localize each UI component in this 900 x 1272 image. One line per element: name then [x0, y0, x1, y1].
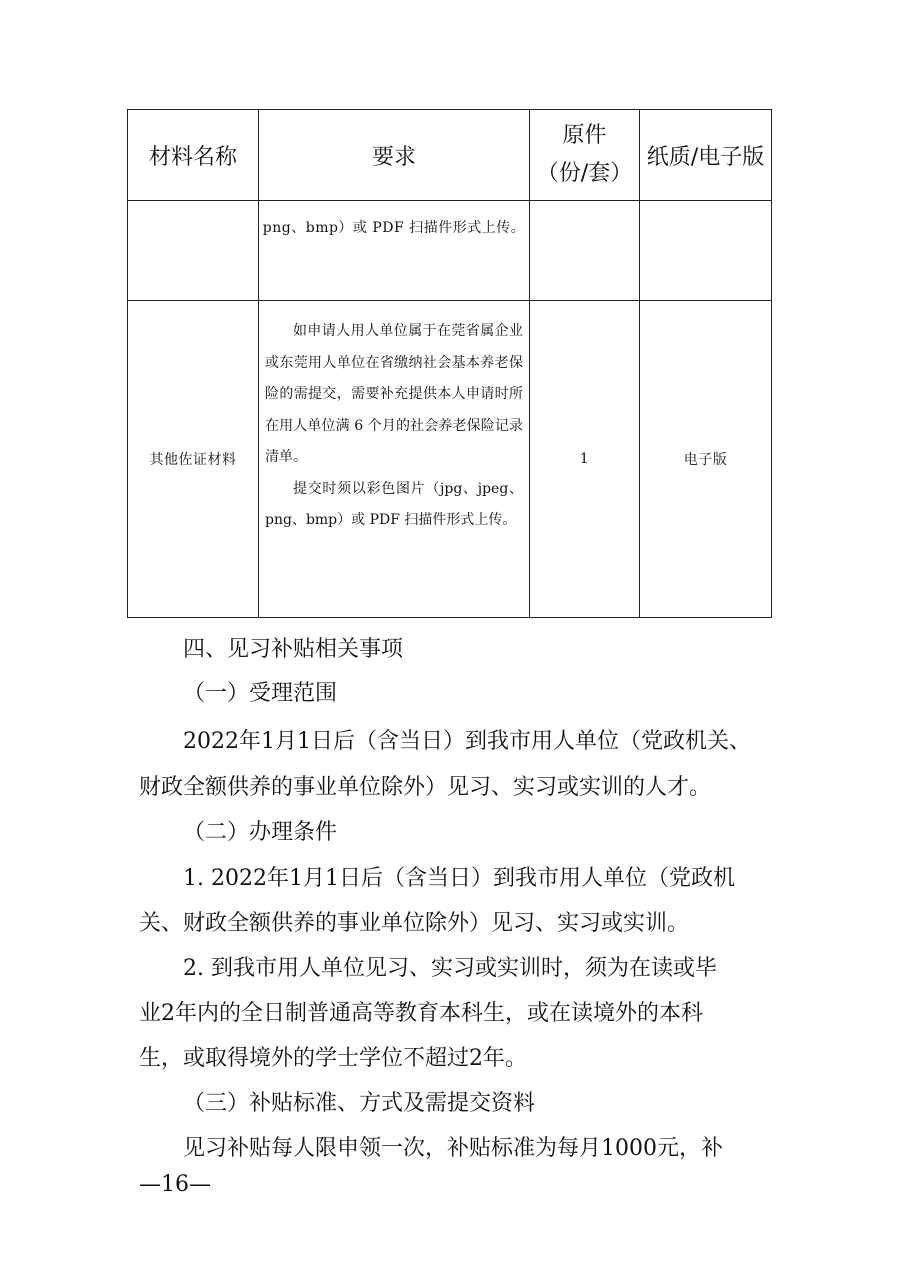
table-header-row	[128, 110, 771, 201]
paragraph-3-line-3: 生，或取得境外的学士学位不超过2年。	[139, 1046, 527, 1071]
header-requirement: 要求	[259, 110, 530, 200]
requirement-para-2: 提交时须以彩色图片（jpg、jpeg、png、bmp）或 PDF 扫描件形式上传。	[265, 480, 523, 528]
header-format: 纸质/电子版	[646, 144, 765, 170]
cell-count-empty	[530, 201, 640, 300]
header-material-name: 材料名称	[128, 110, 259, 200]
cell-format-empty	[640, 201, 771, 300]
paragraph-1-line-2: 财政全额供养的事业单位除外）见习、实习或实训的人才。	[139, 775, 712, 800]
subheading-2: （二）办理条件	[183, 820, 338, 845]
paragraph-2-line-1: 1. 2022年1月1日后（含当日）到我市用人单位（党政机	[183, 866, 735, 891]
requirement-cont-text: png、bmp）或 PDF 扫描件形式上传。	[262, 220, 526, 236]
paragraph-2-line-2: 关、财政全额供养的事业单位除外）见习、实习或实训。	[139, 911, 690, 936]
table-row-other-materials	[128, 301, 771, 617]
header-original-copies	[530, 110, 640, 200]
page-number: —16—	[139, 1172, 211, 1197]
paragraph-1-line-1: 2022年1月1日后（含当日）到我市用人单位（党政机关、	[183, 729, 751, 754]
paragraph-3-line-2: 业2年内的全日制普通高等教育本科生，或在读境外的本科	[139, 1001, 703, 1026]
header-original-line2: （份/套）	[536, 161, 633, 186]
paragraph-4-line-1: 见习补贴每人限申领一次，补贴标准为每月1000元，补	[183, 1136, 723, 1161]
section-heading-4: 四、见习补贴相关事项	[183, 637, 404, 662]
header-original-line1: 原件	[562, 123, 607, 148]
cell-other-materials-name: 其他佐证材料	[128, 301, 259, 617]
cell-name-empty	[128, 201, 259, 300]
table-row-continued	[128, 201, 771, 301]
subheading-1: （一）受理范围	[183, 681, 338, 706]
cell-requirement-cont	[259, 201, 530, 300]
cell-other-materials-count: 1	[530, 301, 640, 617]
subheading-3: （三）补贴标准、方式及需提交资料	[183, 1091, 536, 1116]
cell-other-materials-requirement	[259, 301, 530, 617]
materials-table	[127, 109, 772, 618]
requirement-para-1: 如申请人用人单位属于在莞省属企业或东莞用人单位在省缴纳社会基本养老保险的需提交，需要补充提供本人申请时所在用人单位满 6 个月的社会养老保险记录清单。	[265, 323, 523, 465]
paragraph-3-line-1: 2. 到我市用人单位见习、实习或实训时，须为在读或毕	[183, 956, 717, 981]
cell-other-materials-format: 电子版	[683, 452, 728, 468]
